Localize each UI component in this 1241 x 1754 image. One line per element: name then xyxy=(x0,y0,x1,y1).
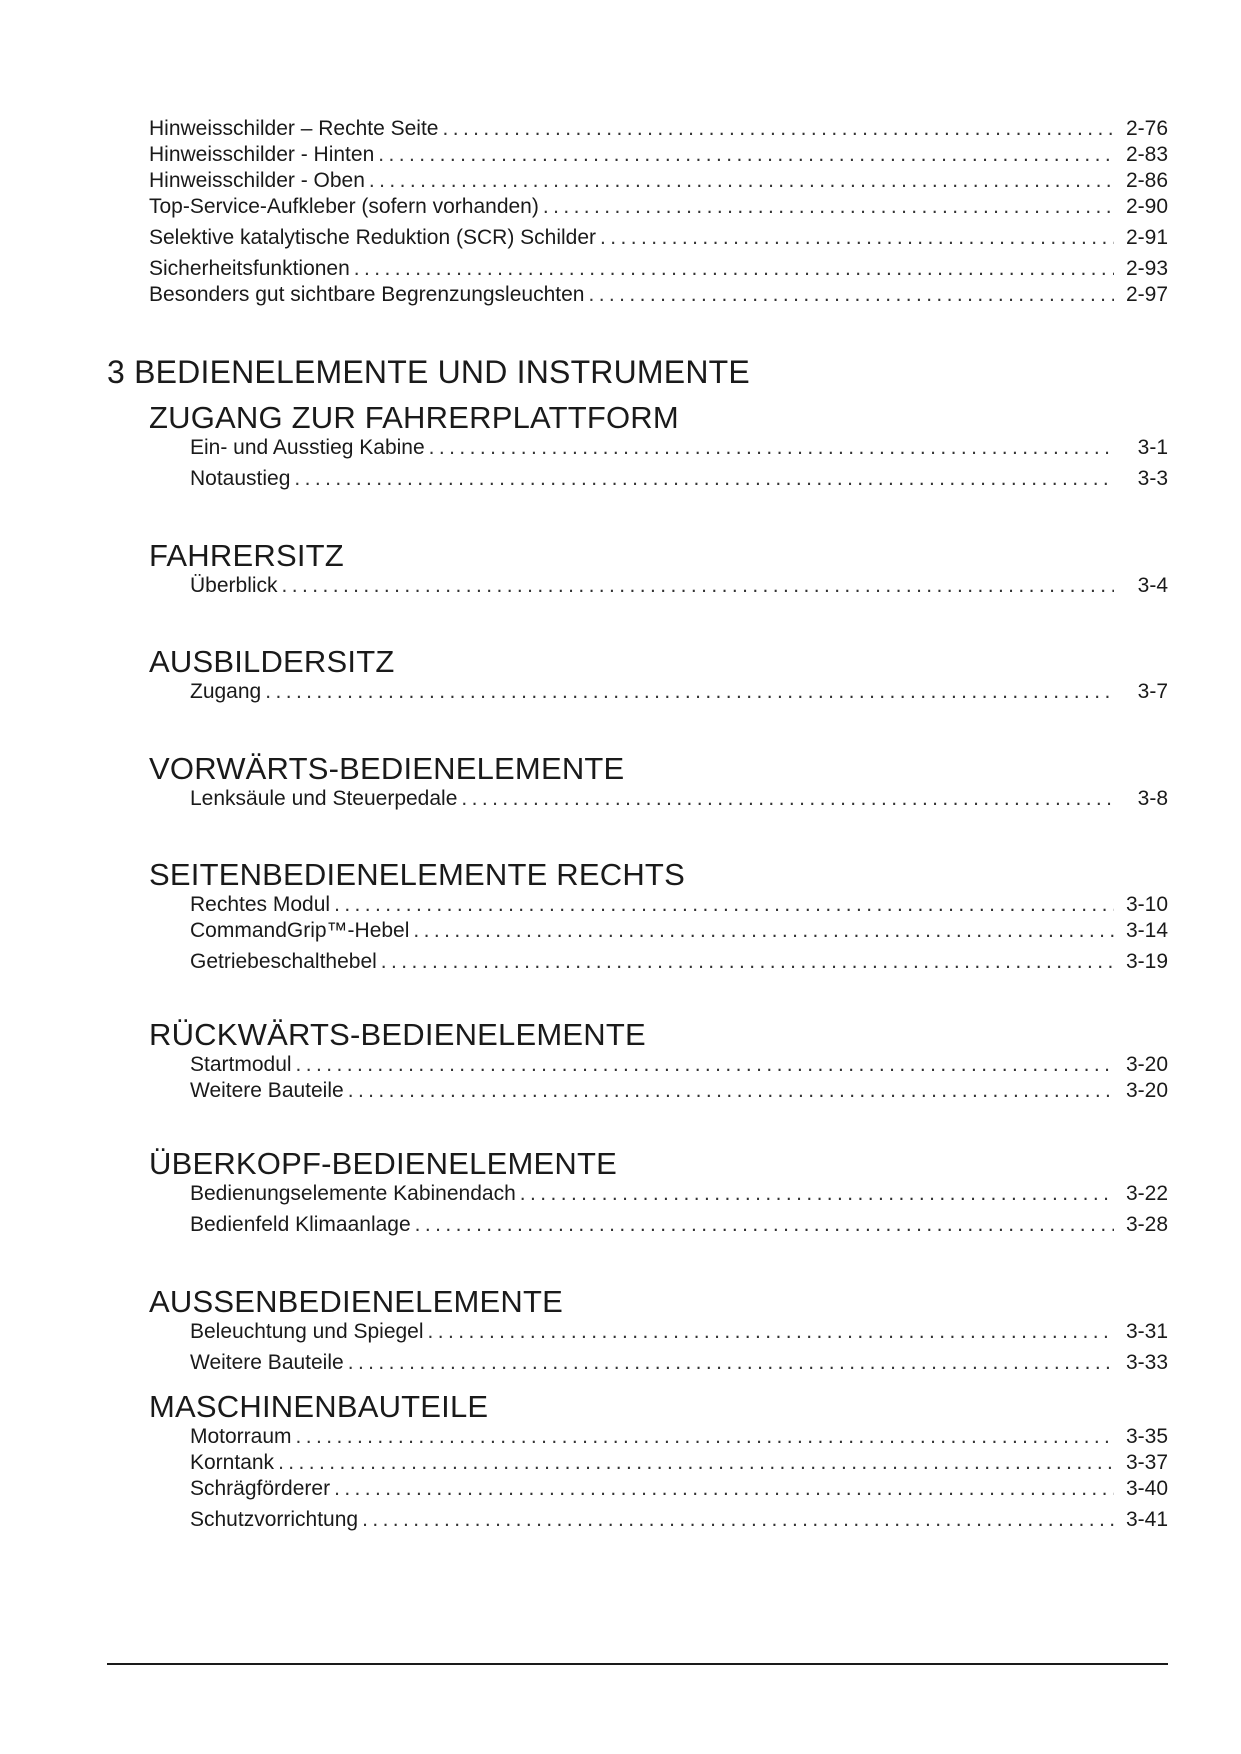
section-heading: MASCHINENBAUTEILE xyxy=(149,1389,489,1424)
toc-entry[interactable] xyxy=(190,1508,1168,1532)
dot-leader xyxy=(348,1079,1114,1103)
toc-entry-title: Top-Service-Aufkleber (sofern vorhanden) xyxy=(149,195,539,218)
dot-leader xyxy=(428,1320,1114,1344)
toc-entry[interactable] xyxy=(190,1451,1168,1475)
toc-entry-title: Beleuchtung und Spiegel xyxy=(190,1320,424,1343)
toc-entry-page: 2-90 xyxy=(1125,195,1168,218)
toc-entry-page: 2-83 xyxy=(1125,143,1168,166)
dot-leader xyxy=(282,574,1114,598)
toc-entry[interactable] xyxy=(190,950,1168,974)
toc-entry-title: Überblick xyxy=(190,574,278,597)
toc-entry-title: Weitere Bauteile xyxy=(190,1079,344,1102)
toc-entry-page: 2-93 xyxy=(1125,257,1168,280)
section-heading: RÜCKWÄRTS-BEDIENELEMENTE xyxy=(149,1017,646,1052)
dot-leader xyxy=(520,1182,1114,1206)
toc-entry-title: Weitere Bauteile xyxy=(190,1351,344,1374)
dot-leader xyxy=(296,1425,1114,1449)
dot-leader xyxy=(278,1451,1114,1475)
toc-entry[interactable] xyxy=(149,169,1168,193)
toc-entry-title: Rechtes Modul xyxy=(190,893,331,916)
toc-entry-title: Zugang xyxy=(190,680,262,703)
toc-entry-title: Korntank xyxy=(190,1451,275,1474)
dot-leader xyxy=(381,950,1114,974)
toc-entry-page: 3-35 xyxy=(1125,1425,1168,1448)
toc-entry-page: 3-20 xyxy=(1125,1053,1168,1076)
toc-entry[interactable] xyxy=(190,574,1168,598)
toc-entry[interactable] xyxy=(190,467,1168,491)
dot-leader xyxy=(429,436,1114,460)
chapter-title: 3 BEDIENELEMENTE UND INSTRUMENTE xyxy=(107,354,750,390)
toc-entry[interactable] xyxy=(149,143,1168,167)
toc-entry-page: 2-76 xyxy=(1125,117,1168,140)
toc-entry[interactable] xyxy=(190,1320,1168,1344)
toc-entry-title: Notaustieg xyxy=(190,467,291,490)
toc-entry[interactable] xyxy=(149,257,1168,281)
toc-entry-title: CommandGrip™-Hebel xyxy=(190,919,410,942)
toc-entry-page: 3-3 xyxy=(1137,467,1168,490)
dot-leader xyxy=(543,195,1114,219)
toc-entry-page: 3-8 xyxy=(1137,787,1168,810)
footer-rule xyxy=(107,1663,1168,1665)
section-heading: ZUGANG ZUR FAHRERPLATTFORM xyxy=(149,400,679,435)
toc-entry-page: 3-41 xyxy=(1125,1508,1168,1531)
toc-entry[interactable] xyxy=(149,226,1168,250)
toc-entry[interactable] xyxy=(190,680,1168,704)
toc-entry-page: 3-20 xyxy=(1125,1079,1168,1102)
toc-entry-page: 3-14 xyxy=(1125,919,1168,942)
dot-leader xyxy=(334,893,1114,917)
dot-leader xyxy=(294,467,1114,491)
toc-entry-page: 3-37 xyxy=(1125,1451,1168,1474)
toc-entry[interactable] xyxy=(190,1053,1168,1077)
toc-entry-title: Besonders gut sichtbare Begrenzungsleuchten xyxy=(149,283,585,306)
toc-entry-page: 3-40 xyxy=(1125,1477,1168,1500)
toc-entry[interactable] xyxy=(190,787,1168,811)
toc-entry-page: 3-7 xyxy=(1137,680,1168,703)
toc-entry-page: 3-33 xyxy=(1125,1351,1168,1374)
toc-entry-page: 3-31 xyxy=(1125,1320,1168,1343)
section-heading: VORWÄRTS-BEDIENELEMENTE xyxy=(149,751,625,786)
section-heading: AUSSENBEDIENELEMENTE xyxy=(149,1284,563,1319)
dot-leader xyxy=(600,226,1114,250)
toc-entry-title: Bedienungselemente Kabinendach xyxy=(190,1182,516,1205)
toc-entry-page: 2-86 xyxy=(1125,169,1168,192)
toc-entry[interactable] xyxy=(190,893,1168,917)
section-heading: ÜBERKOPF-BEDIENELEMENTE xyxy=(149,1146,617,1181)
toc-entry-title: Getriebeschalthebel xyxy=(190,950,377,973)
dot-leader xyxy=(442,117,1114,141)
toc-entry[interactable] xyxy=(190,1182,1168,1206)
dot-leader xyxy=(334,1477,1114,1501)
toc-entry-title: Hinweisschilder - Oben xyxy=(149,169,365,192)
toc-entry-page: 3-10 xyxy=(1125,893,1168,916)
section-heading: AUSBILDERSITZ xyxy=(149,644,395,679)
toc-entry-title: Schutzvorrichtung xyxy=(190,1508,359,1531)
toc-entry-title: Sicherheitsfunktionen xyxy=(149,257,350,280)
toc-entry[interactable] xyxy=(149,117,1168,141)
toc-entry-page: 2-97 xyxy=(1125,283,1168,306)
dot-leader xyxy=(378,143,1114,167)
toc-entry-page: 3-28 xyxy=(1125,1213,1168,1236)
dot-leader xyxy=(461,787,1114,811)
toc-entry[interactable] xyxy=(149,195,1168,219)
dot-leader xyxy=(296,1053,1114,1077)
toc-entry-title: Motorraum xyxy=(190,1425,292,1448)
dot-leader xyxy=(265,680,1114,704)
toc-entry-title: Selektive katalytische Reduktion (SCR) Schilder xyxy=(149,226,597,249)
toc-entry-title: Schrägförderer xyxy=(190,1477,331,1500)
toc-entry[interactable] xyxy=(190,1213,1168,1237)
toc-entry[interactable] xyxy=(190,1079,1168,1103)
dot-leader xyxy=(369,169,1114,193)
toc-entry-page: 3-1 xyxy=(1137,436,1168,459)
toc-entry-title: Ein- und Ausstieg Kabine xyxy=(190,436,425,459)
dot-leader xyxy=(415,1213,1114,1237)
section-heading: SEITENBEDIENELEMENTE RECHTS xyxy=(149,857,685,892)
section-heading: FAHRERSITZ xyxy=(149,538,344,573)
toc-entry-page: 3-22 xyxy=(1125,1182,1168,1205)
toc-entry[interactable] xyxy=(149,283,1168,307)
toc-entry[interactable] xyxy=(190,919,1168,943)
toc-entry-title: Hinweisschilder – Rechte Seite xyxy=(149,117,439,140)
toc-entry-title: Hinweisschilder - Hinten xyxy=(149,143,375,166)
toc-entry[interactable] xyxy=(190,1351,1168,1375)
dot-leader xyxy=(348,1351,1114,1375)
dot-leader xyxy=(354,257,1114,281)
dot-leader xyxy=(413,919,1114,943)
toc-entry[interactable] xyxy=(190,1425,1168,1449)
toc-entry-title: Lenksäule und Steuerpedale xyxy=(190,787,458,810)
toc-entry-page: 2-91 xyxy=(1125,226,1168,249)
dot-leader xyxy=(362,1508,1114,1532)
toc-entry-page: 3-4 xyxy=(1137,574,1168,597)
toc-entry[interactable] xyxy=(190,1477,1168,1501)
toc-entry-page: 3-19 xyxy=(1125,950,1168,973)
toc-entry[interactable] xyxy=(190,436,1168,460)
toc-entry-title: Startmodul xyxy=(190,1053,292,1076)
toc-entry-title: Bedienfeld Klimaanlage xyxy=(190,1213,411,1236)
dot-leader xyxy=(588,283,1114,307)
